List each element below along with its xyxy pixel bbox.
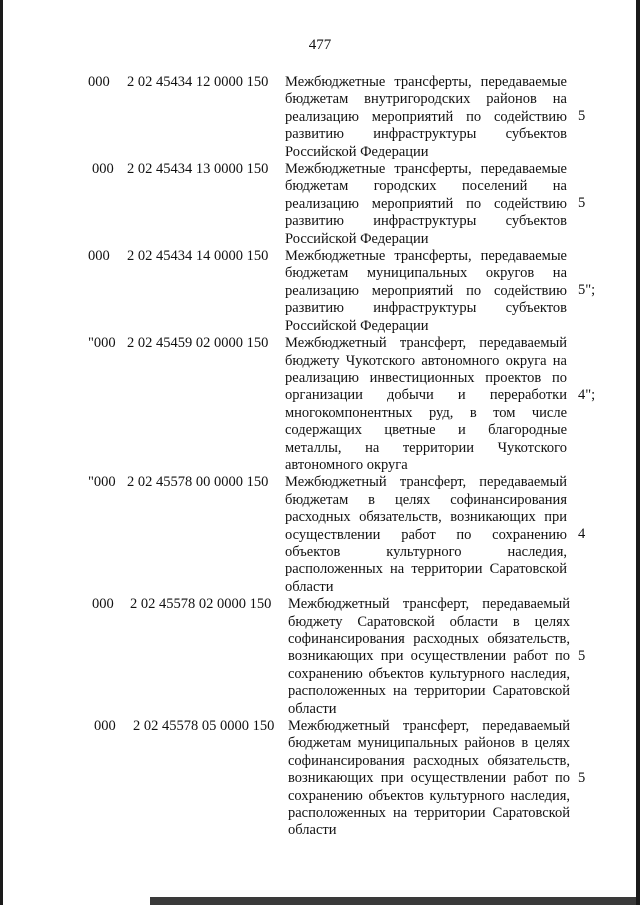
row-description: Межбюджетный трансферт, передаваемый бюджету Саратовской области в целях софинансирования расходных обязательств, возникающих при осуществлении работ по сохранению объектов культурного наследия, расположенных на территории Саратовской области — [288, 596, 570, 717]
row-value — [578, 282, 595, 299]
scan-bottom-strip — [150, 897, 636, 905]
row-value — [578, 108, 585, 125]
table-row — [0, 335, 640, 474]
row-value — [578, 648, 585, 665]
row-description: Межбюджетные трансферты, передаваемые бюджетам внутригородских районов на реализацию мероприятий по содействию развитию инфраструктуры субъектов Российской Федерации — [285, 74, 567, 160]
row-value — [578, 195, 585, 212]
row-value-suffix: "; — [585, 387, 596, 404]
table-row — [0, 161, 640, 248]
table-row — [0, 596, 640, 718]
table-row — [0, 74, 640, 161]
row-budget-code: 2 02 45578 02 0000 150 — [130, 596, 272, 613]
row-value — [578, 770, 585, 787]
row-admin-code: "000 — [88, 474, 116, 491]
row-value — [578, 526, 585, 543]
row-value-number: 4 — [578, 526, 586, 543]
row-description: Межбюджетные трансферты, передаваемые бюджетам муниципальных округов на реализацию мероприятий по содействию развитию инфраструктуры субъектов Российской Федерации — [285, 248, 567, 334]
row-admin-code: 000 — [88, 248, 110, 265]
row-admin-code: "000 — [88, 335, 116, 352]
row-description: Межбюджетный трансферт, передаваемый бюджету Чукотского автономного округа на реализацию инвестиционных проектов по организации добычи и переработки многокомпонентных руд, в том числе содержащих цветные и благородные металлы, на территории Чукотского автономного округа — [285, 335, 567, 473]
row-budget-code: 2 02 45578 05 0000 150 — [133, 718, 275, 735]
row-budget-code: 2 02 45434 12 0000 150 — [127, 74, 269, 90]
row-value-number: 5 — [578, 648, 586, 665]
row-budget-code: 2 02 45434 13 0000 150 — [127, 161, 269, 178]
row-value-suffix: "; — [585, 282, 596, 299]
row-budget-code: 2 02 45578 00 0000 150 — [127, 474, 269, 491]
table-row — [0, 718, 640, 840]
row-admin-code: 000 — [92, 161, 114, 178]
row-value-number: 5 — [578, 195, 586, 212]
row-admin-code: 000 — [92, 596, 114, 613]
row-admin-code: 000 — [88, 74, 110, 90]
row-value — [578, 387, 595, 404]
row-description: Межбюджетные трансферты, передаваемые бюджетам городских поселений на реализацию мероприятий по содействию развитию инфраструктуры субъектов Российской Федерации — [285, 161, 567, 247]
table-row — [0, 474, 640, 596]
row-description: Межбюджетный трансферт, передаваемый бюджетам муниципальных районов в целях софинансирования расходных обязательств, возникающих при осуществлении работ по сохранению объектов культурного наследия, расположенных на территории Саратовской области — [288, 718, 570, 839]
table-row — [0, 248, 640, 335]
row-budget-code: 2 02 45459 02 0000 150 — [127, 335, 269, 352]
row-value-number: 5 — [578, 770, 586, 787]
row-description: Межбюджетный трансферт, передаваемый бюджетам в целях софинансирования расходных обязательств, возникающих при осуществлении работ по сохранению объектов культурного наследия, расположенных на территории Саратовской области — [285, 474, 567, 595]
page-number: 477 — [308, 37, 332, 53]
budget-code-table — [0, 74, 640, 840]
row-budget-code: 2 02 45434 14 0000 150 — [127, 248, 269, 265]
row-value-number: 5 — [578, 282, 586, 299]
row-value-number: 4 — [578, 387, 586, 404]
row-admin-code: 000 — [94, 718, 116, 735]
row-value-number: 5 — [578, 108, 586, 124]
